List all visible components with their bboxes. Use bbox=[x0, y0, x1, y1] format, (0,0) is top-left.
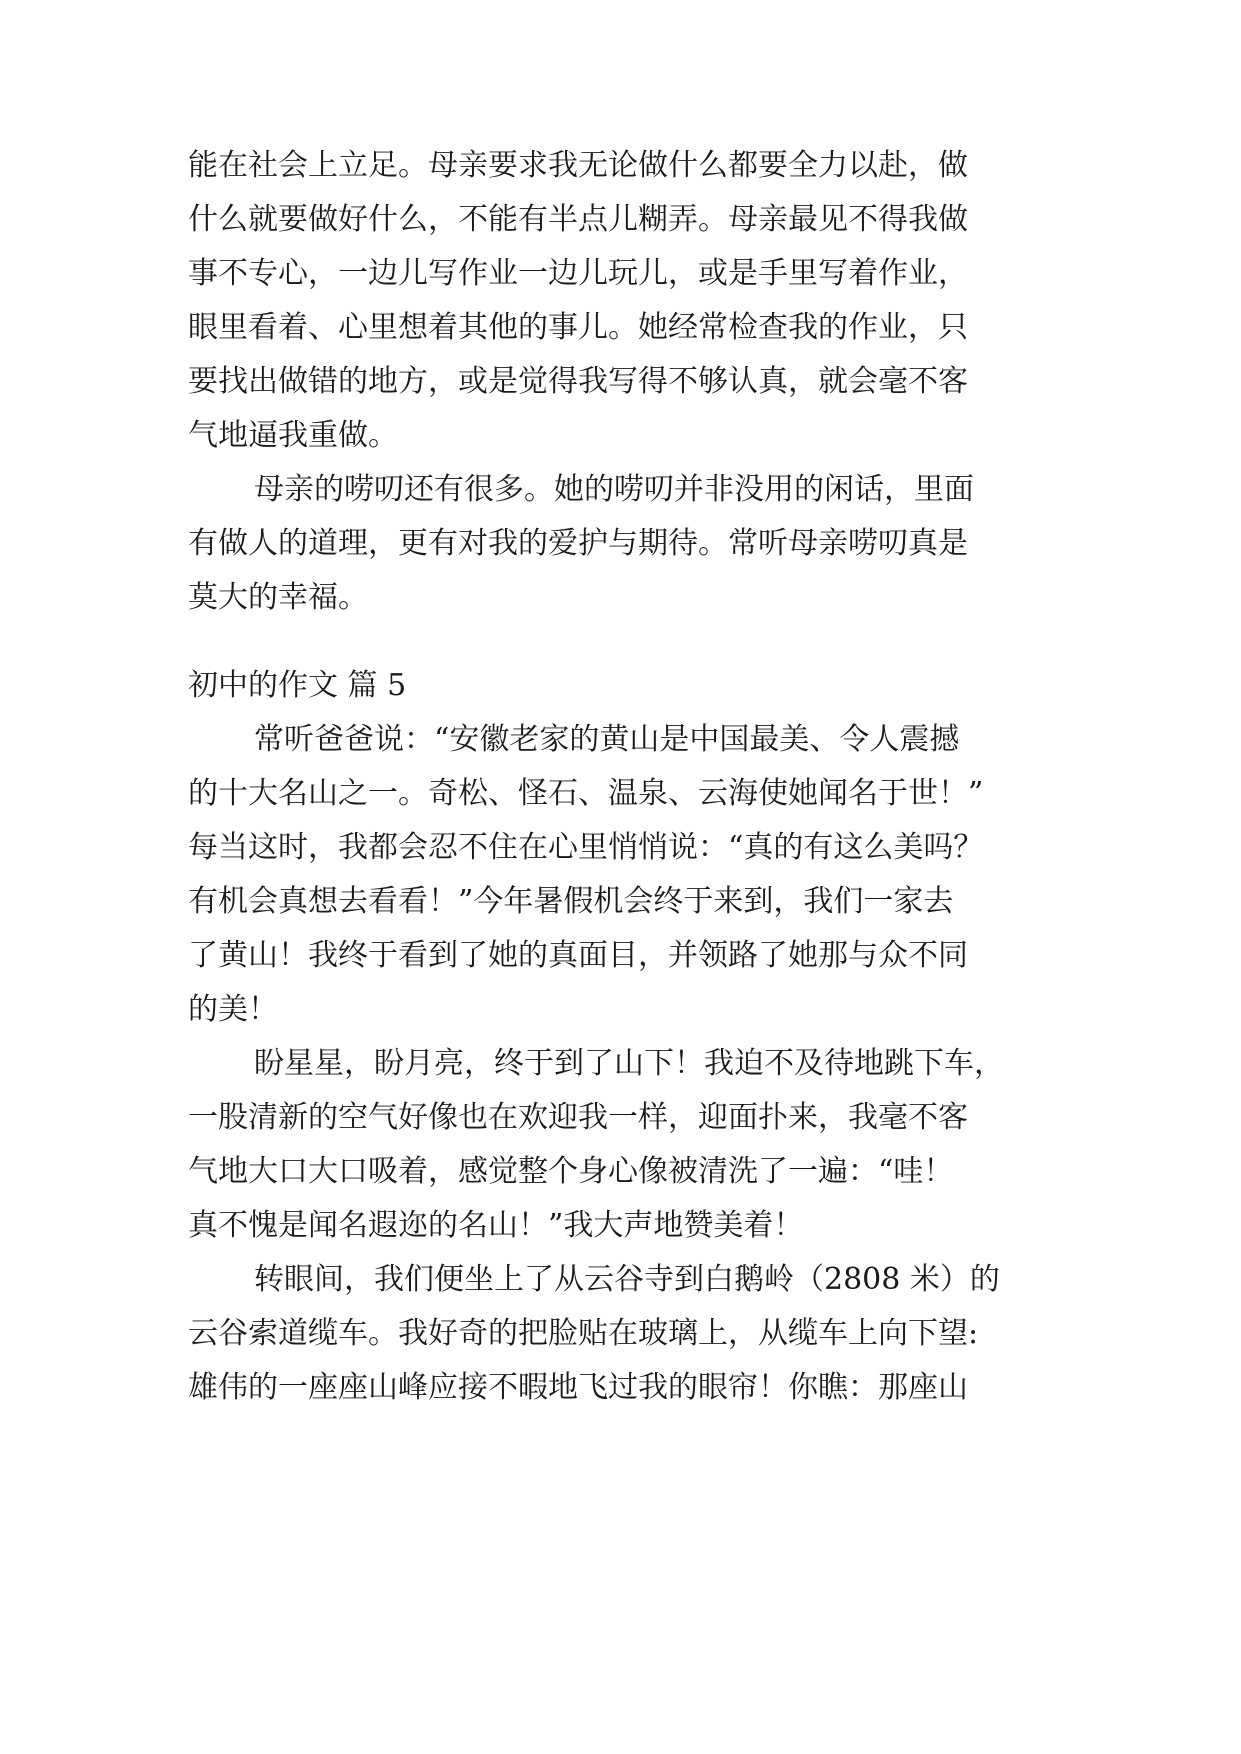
text-line: 转眼间，我们便坐上了从云谷寺到白鹅岭（2808 米）的 bbox=[254, 1262, 1000, 1297]
text-line: 眼里看着、心里想着其他的事儿。她经常检查我的作业，只 bbox=[188, 310, 968, 345]
text-line: 有机会真想去看看！”今年暑假机会终于来到，我们一家去 bbox=[188, 884, 954, 919]
text-line: 常听爸爸说：“安徽老家的黄山是中国最美、令人震撼 bbox=[254, 722, 960, 757]
text-line: 每当这时，我都会忍不住在心里悄悄说：“真的有这么美吗？ bbox=[188, 830, 984, 865]
text-line: 云谷索道缆车。我好奇的把脸贴在玻璃上，从缆车上向下望: bbox=[188, 1316, 979, 1351]
text-line: 的美！ bbox=[188, 992, 278, 1027]
text-line: 能在社会上立足。母亲要求我无论做什么都要全力以赴，做 bbox=[188, 148, 968, 183]
text-line: 了黄山！我终于看到了她的真面目，并领路了她那与众不同 bbox=[188, 938, 968, 973]
text-line: 要找出做错的地方，或是觉得我写得不够认真，就会毫不客 bbox=[188, 364, 968, 399]
text-line: 母亲的唠叨还有很多。她的唠叨并非没用的闲话，里面 bbox=[254, 472, 974, 507]
text-line: 气地逼我重做。 bbox=[188, 418, 398, 453]
text-line: 真不愧是闻名遐迩的名山！”我大声地赞美着！ bbox=[188, 1208, 804, 1243]
text-line: 莫大的幸福。 bbox=[188, 580, 368, 615]
text-line: 的十大名山之一。奇松、怪石、温泉、云海使她闻名于世！” bbox=[188, 776, 984, 811]
text-line: 气地大口大口吸着，感觉整个身心像被清洗了一遍：“哇！ bbox=[188, 1154, 954, 1189]
text-line: 什么就要做好什么，不能有半点儿糊弄。母亲最见不得我做 bbox=[188, 202, 968, 237]
text-line: 盼星星，盼月亮，终于到了山下！我迫不及待地跳下车， bbox=[254, 1046, 1004, 1081]
section-title: 初中的作文 篇 5 bbox=[188, 668, 407, 703]
text-line: 有做人的道理，更有对我的爱护与期待。常听母亲唠叨真是 bbox=[188, 526, 968, 561]
text-line: 事不专心，一边儿写作业一边儿玩儿，或是手里写着作业， bbox=[188, 256, 968, 291]
text-line: 雄伟的一座座山峰应接不暇地飞过我的眼帘！你瞧：那座山 bbox=[188, 1370, 968, 1405]
text-line: 一股清新的空气好像也在欢迎我一样，迎面扑来，我毫不客 bbox=[188, 1100, 968, 1135]
